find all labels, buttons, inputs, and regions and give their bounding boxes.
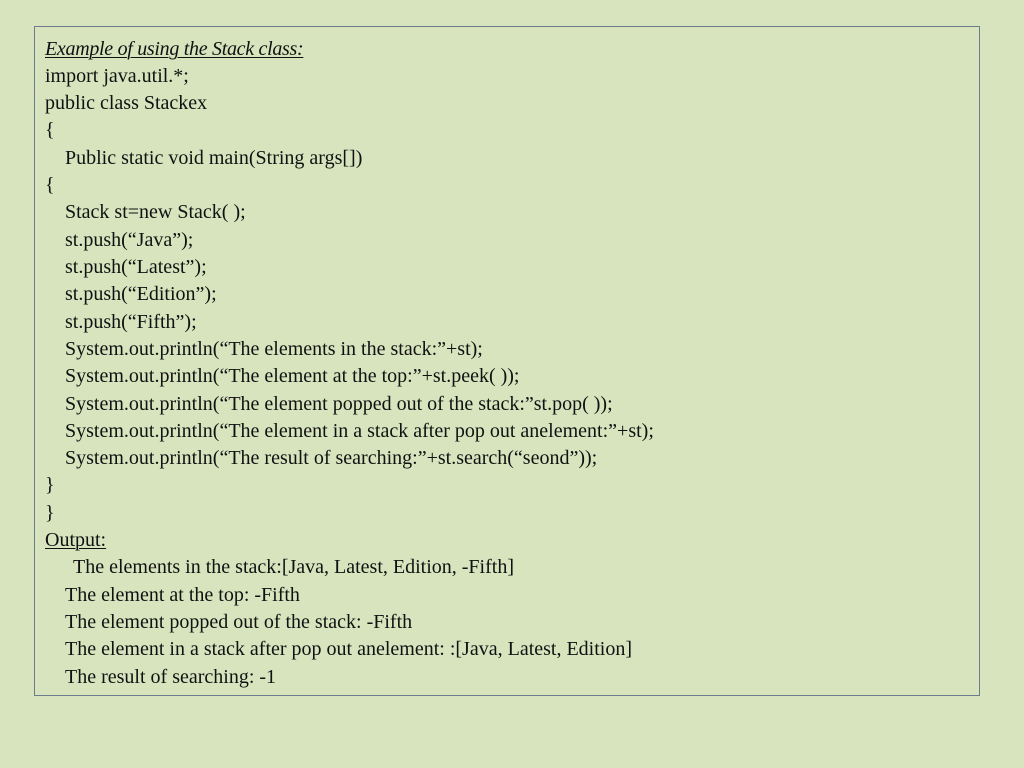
code-line-print-peek: System.out.println(“The element at the top:”+st.peek( ));	[65, 365, 520, 387]
code-line-import: import java.util.*;	[45, 65, 189, 87]
code-line-print-after-pop: System.out.println(“The element in a stack after pop out anelement:”+st);	[65, 420, 654, 442]
code-line-close-brace-main: }	[45, 474, 55, 496]
output-line-elements: The elements in the stack:[Java, Latest, Edition, -Fifth]	[73, 556, 514, 578]
output-line-after-pop: The element in a stack after pop out anelement: :[Java, Latest, Edition]	[65, 638, 633, 660]
code-line-push-java: st.push(“Java”);	[65, 229, 194, 251]
code-line-main: Public static void main(String args[])	[65, 147, 363, 169]
output-line-search-result: The result of searching: -1	[65, 666, 277, 688]
output-line-top: The element at the top: -Fifth	[65, 584, 300, 606]
code-line-class: public class Stackex	[45, 92, 208, 114]
code-line-push-latest: st.push(“Latest”);	[65, 256, 207, 278]
code-line-main-open-brace: {	[45, 174, 55, 196]
output-line-popped: The element popped out of the stack: -Fifth	[65, 611, 413, 633]
output-heading: Output:	[45, 529, 107, 551]
code-line-print-elements: System.out.println(“The elements in the stack:”+st);	[65, 338, 483, 360]
code-line-new-stack: Stack st=new Stack( );	[65, 201, 246, 223]
code-line-close-brace-class: }	[45, 502, 55, 524]
code-line-print-pop: System.out.println(“The element popped out of the stack:”st.pop( ));	[65, 393, 613, 415]
example-heading: Example of using the Stack class:	[45, 38, 304, 60]
code-line-open-brace: {	[45, 119, 55, 141]
code-line-push-edition: st.push(“Edition”);	[65, 283, 217, 305]
code-line-print-search: System.out.println(“The result of searching:”+st.search(“seond”));	[65, 447, 598, 469]
code-line-push-fifth: st.push(“Fifth”);	[65, 311, 197, 333]
